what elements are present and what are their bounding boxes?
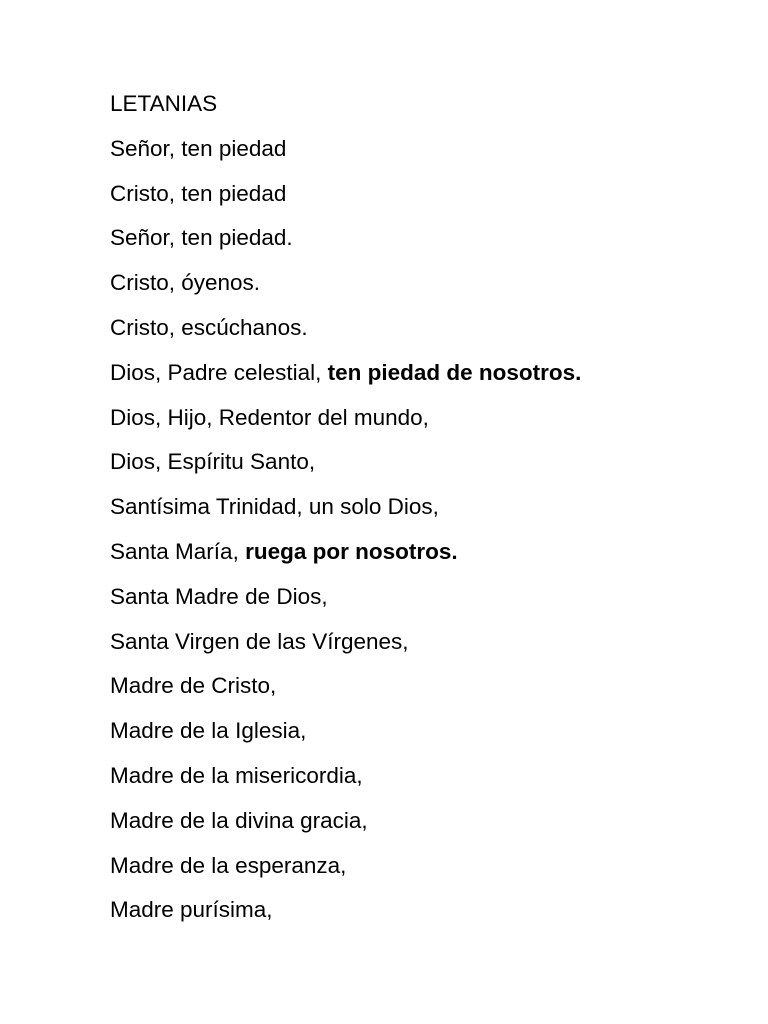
document-title xyxy=(110,88,581,133)
text-line xyxy=(110,402,581,447)
text-line xyxy=(110,760,581,805)
text-line xyxy=(110,626,581,671)
text-line xyxy=(110,446,581,491)
line-text: Dios, Hijo, Redentor del mundo, xyxy=(110,404,429,430)
line-text: Madre de Cristo, xyxy=(110,673,277,699)
line-text: Madre de la divina gracia, xyxy=(110,807,368,833)
line-text: Santa Virgen de las Vírgenes, xyxy=(110,628,409,654)
line-text: Cristo, óyenos. xyxy=(110,270,261,296)
line-text: Santísima Trinidad, un solo Dios, xyxy=(110,494,439,520)
text-line xyxy=(110,894,581,939)
text-line xyxy=(110,581,581,626)
line-text: Señor, ten piedad. xyxy=(110,225,293,251)
litany-text xyxy=(110,88,581,939)
line-text: Santa Madre de Dios, xyxy=(110,583,328,609)
text-line xyxy=(110,491,581,536)
line-text: Madre de la Iglesia, xyxy=(110,718,307,744)
text-line xyxy=(110,267,581,312)
line-text: Madre purísima, xyxy=(110,897,273,923)
line-text: Cristo, escúchanos. xyxy=(110,314,308,340)
line-text: LETANIAS xyxy=(110,91,218,116)
text-line xyxy=(110,357,581,402)
line-text: Santa María, xyxy=(110,538,246,564)
text-line xyxy=(110,805,581,850)
text-line xyxy=(110,850,581,895)
text-line xyxy=(110,178,581,223)
text-line xyxy=(110,670,581,715)
line-text: Madre de la esperanza, xyxy=(110,852,347,878)
text-line xyxy=(110,312,581,357)
text-line xyxy=(110,222,581,267)
line-text: Madre de la misericordia, xyxy=(110,762,363,788)
text-line xyxy=(110,715,581,760)
line-bold-response: ten piedad de nosotros. xyxy=(327,359,582,385)
line-text: Dios, Padre celestial, xyxy=(110,359,328,385)
line-text: Cristo, ten piedad xyxy=(110,180,287,206)
line-text: Señor, ten piedad xyxy=(110,135,287,161)
text-line xyxy=(110,536,581,581)
line-text: Dios, Espíritu Santo, xyxy=(110,449,316,475)
text-line xyxy=(110,133,581,178)
line-bold-response: ruega por nosotros. xyxy=(245,538,458,564)
